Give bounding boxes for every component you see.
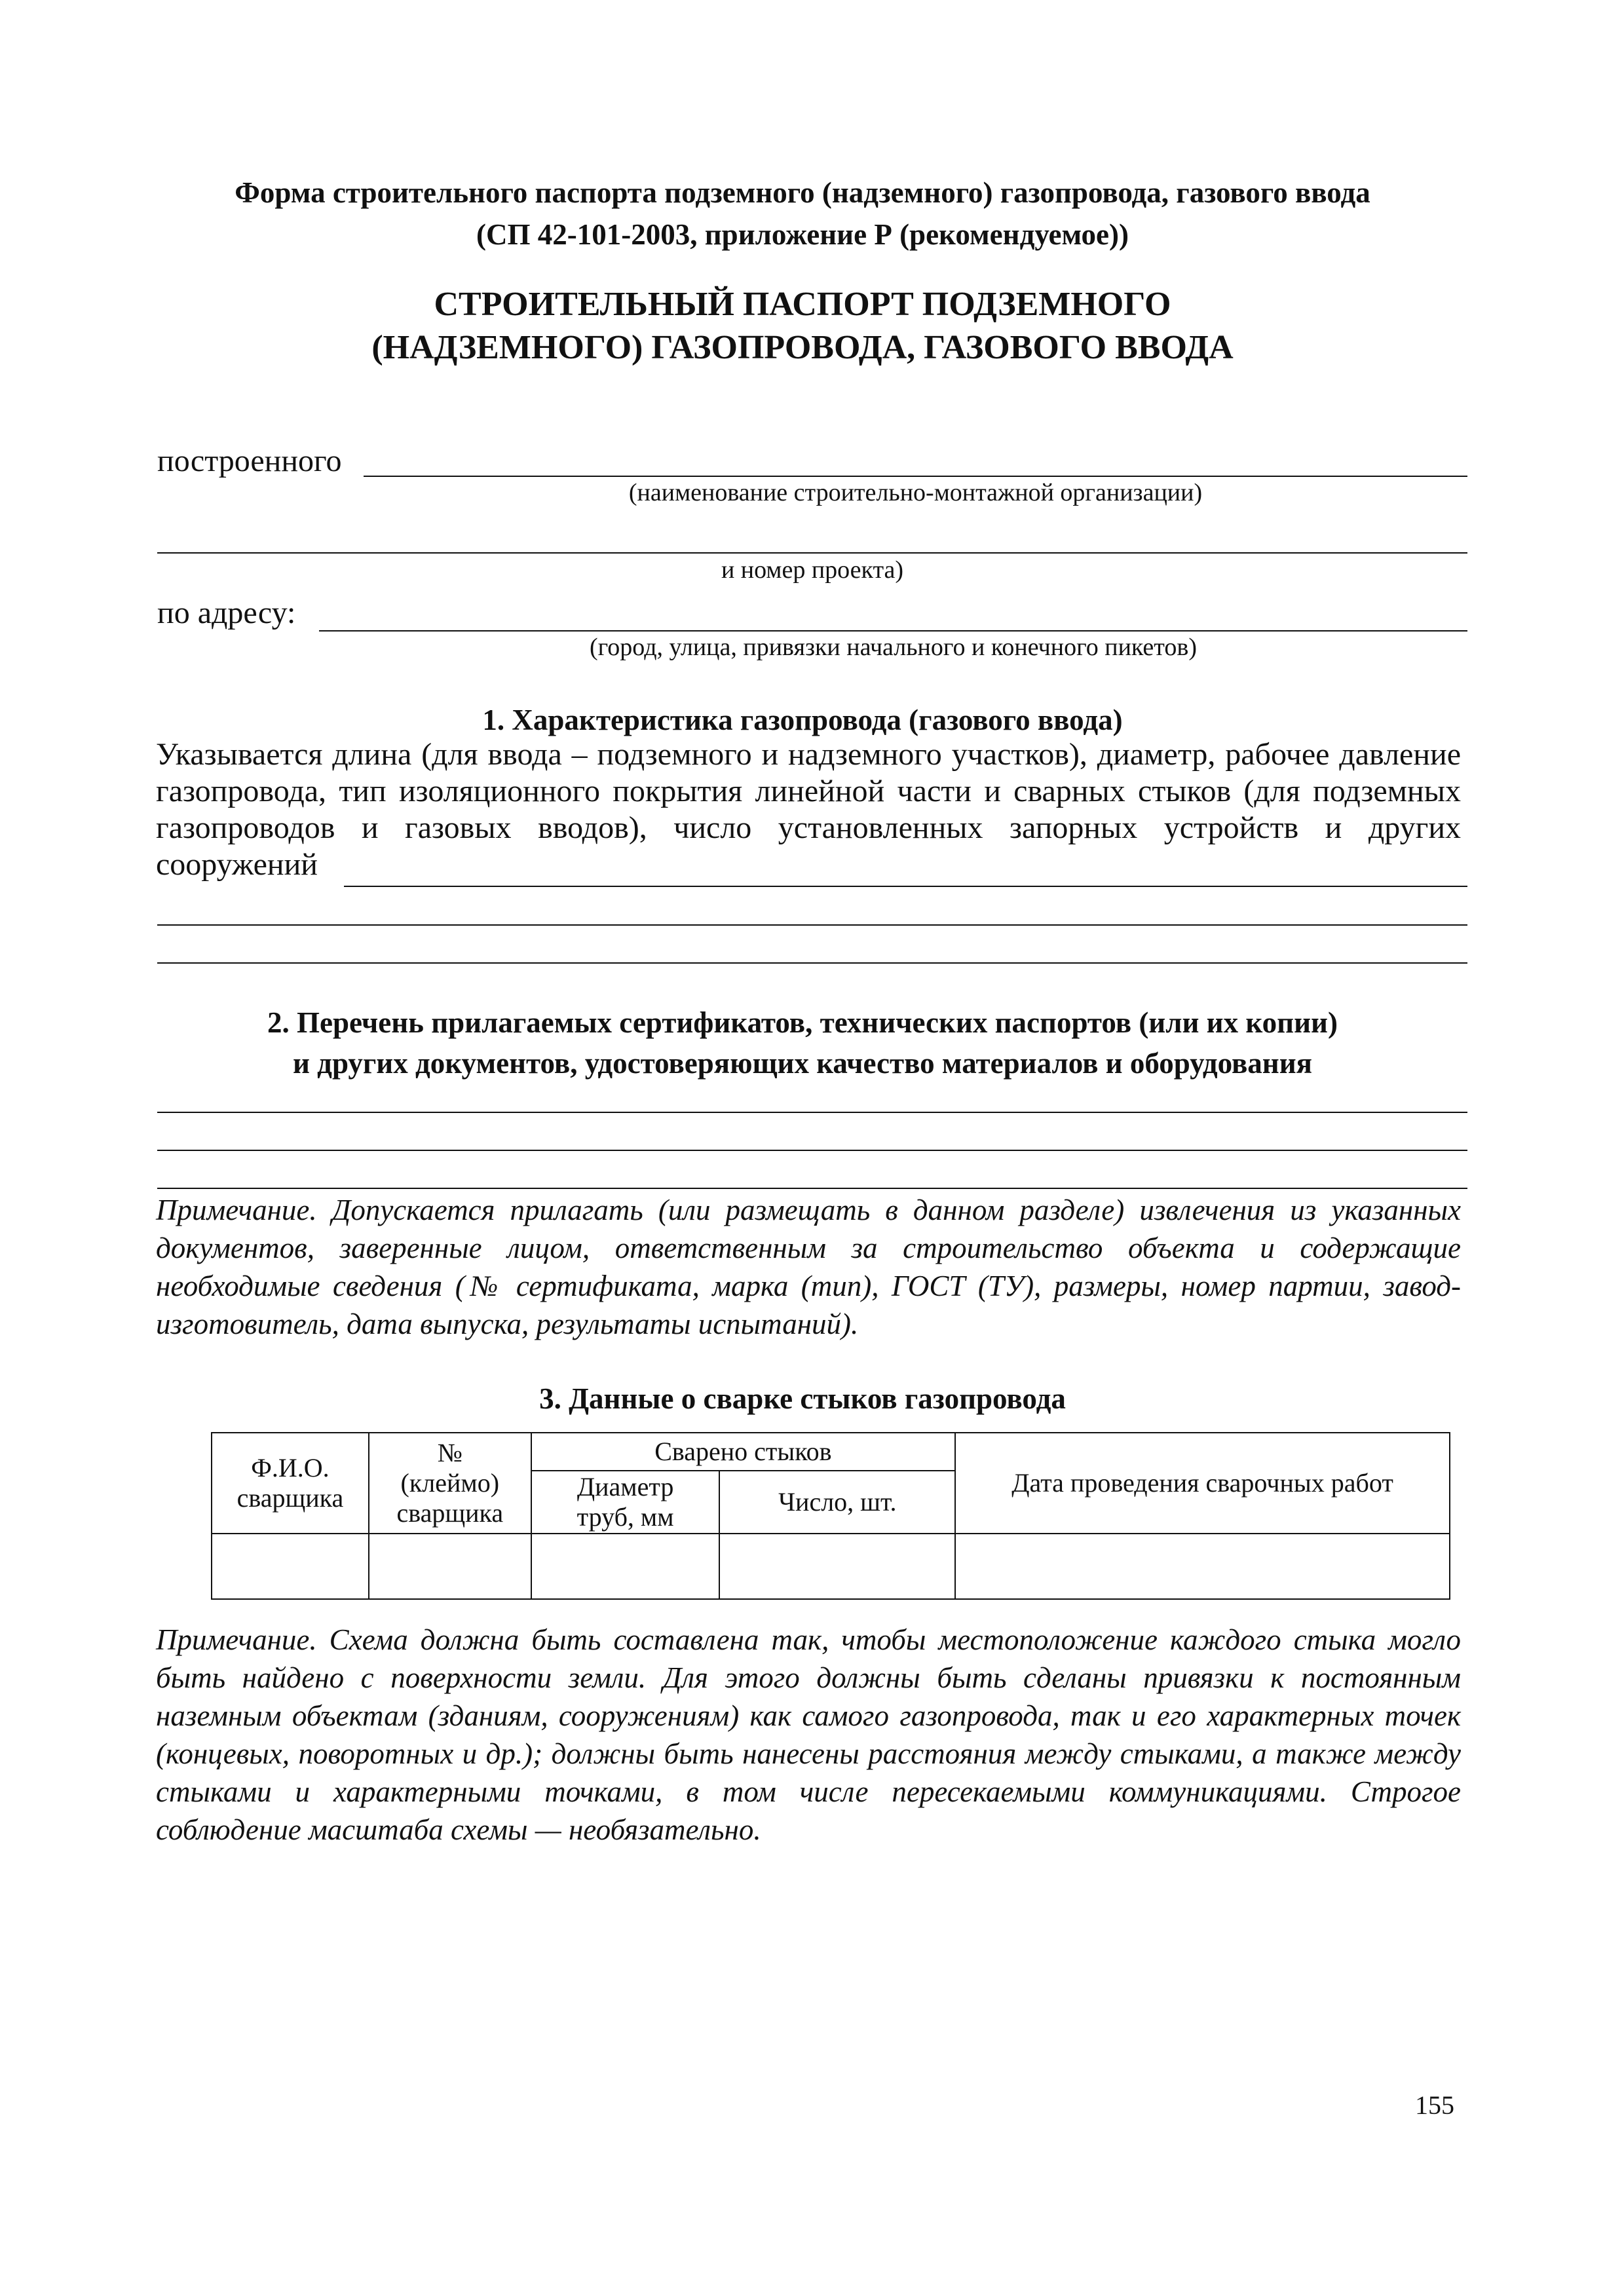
section-3-heading: 3. Данные о сварке стыков газопровода <box>539 1382 1066 1415</box>
table-cell-welding-date[interactable] <box>955 1534 1450 1599</box>
table-header-row-1 <box>212 1433 1450 1471</box>
table-row <box>212 1534 1450 1599</box>
address-label: по адресу: <box>157 595 296 630</box>
address-line <box>319 630 1467 632</box>
section-2-heading-line-2: и других документов, удостоверяющих качество материалов и оборудования <box>293 1047 1312 1080</box>
project-caption: и номер проекта) <box>721 556 904 584</box>
section-2-fill-line-3 <box>157 1188 1467 1189</box>
table-cell-joint-count[interactable] <box>719 1534 955 1599</box>
section-1-text: Указывается длина (для ввода – подземного и надземного участков), диаметр, рабочее давление газопровода, тип изоляционного покрытия линейной части и сварных стыков (для подземных газопроводов и газовых вводов), число установленных запорных устройств и других сооружений <box>156 737 1461 882</box>
project-line <box>157 552 1467 554</box>
header-welder-stamp: № (клеймо) сварщика <box>369 1433 531 1534</box>
main-title-line-2: (НАДЗЕМНОГО) ГАЗОПРОВОДА, ГАЗОВОГО ВВОДА <box>371 329 1234 366</box>
table-cell-welder-stamp[interactable] <box>369 1534 531 1599</box>
section-2-heading-line-1: 2. Перечень прилагаемых сертификатов, технических паспортов (или их копии) <box>267 1006 1338 1039</box>
main-title <box>151 283 1454 369</box>
header-joint-count: Число, шт. <box>719 1471 955 1534</box>
form-title-line-2: (СП 42-101-2003, приложение Р (рекомендуемое)) <box>476 218 1129 251</box>
page-number: 155 <box>1415 2090 1454 2120</box>
section-1-fill-line-1 <box>344 886 1467 887</box>
table-cell-pipe-diameter[interactable] <box>531 1534 720 1599</box>
section-2-fill-line-2 <box>157 1150 1467 1151</box>
form-title <box>151 172 1454 255</box>
section-2-fill-line-1 <box>157 1112 1467 1113</box>
header-welder-name: Ф.И.О. сварщика <box>212 1433 369 1534</box>
table-cell-welder-name[interactable] <box>212 1534 369 1599</box>
section-2-note: Примечание. Допускается прилагать (или размещать в данном разделе) извлечения из указанных документов, заверенные лицом, ответственным за строительство объекта и содержащие необходимые сведения (№ сертификата, марка (тип), ГОСТ (ТУ), размеры, номер партии, завод-изготовитель, дата выпуска, результаты испытаний). <box>156 1194 1461 1340</box>
section-1-fill-line-2 <box>157 924 1467 926</box>
built-by-label: построенного <box>157 443 342 478</box>
address-caption: (город, улица, привязки начального и конечного пикетов) <box>590 633 1197 661</box>
main-title-line-1: СТРОИТЕЛЬНЫЙ ПАСПОРТ ПОДЗЕМНОГО <box>434 286 1171 323</box>
form-title-line-1: Форма строительного паспорта подземного (надземного) газопровода, газового ввода <box>235 176 1370 209</box>
section-1-heading: 1. Характеристика газопровода (газового ввода) <box>482 704 1123 736</box>
header-welding-date: Дата проведения сварочных работ <box>955 1433 1450 1534</box>
section-2-heading <box>151 1002 1454 1084</box>
section-1-fill-line-3 <box>157 962 1467 964</box>
header-pipe-diameter: Диаметр труб, мм <box>531 1471 720 1534</box>
built-by-caption: (наименование строительно-монтажной организации) <box>628 479 1203 506</box>
header-welded-joints: Сварено стыков <box>531 1433 955 1471</box>
built-by-line <box>364 476 1467 477</box>
section-3-note: Примечание. Схема должна быть составлена так, чтобы местоположение каждого стыка могло быть найдено с поверхности земли. Для этого должны быть сделаны привязки к постоянным наземным объектам (зданиям, сооружениям) как самого газопровода, так и его характерных точек (концевых, поворотных и др.); должны быть нанесены расстояния между стыками, а также между стыками и характерными точками, в том числе пересекаемыми коммуникациями. Строгое соблюдение масштаба схемы — необязательно. <box>156 1623 1461 1846</box>
welding-table <box>211 1432 1450 1600</box>
